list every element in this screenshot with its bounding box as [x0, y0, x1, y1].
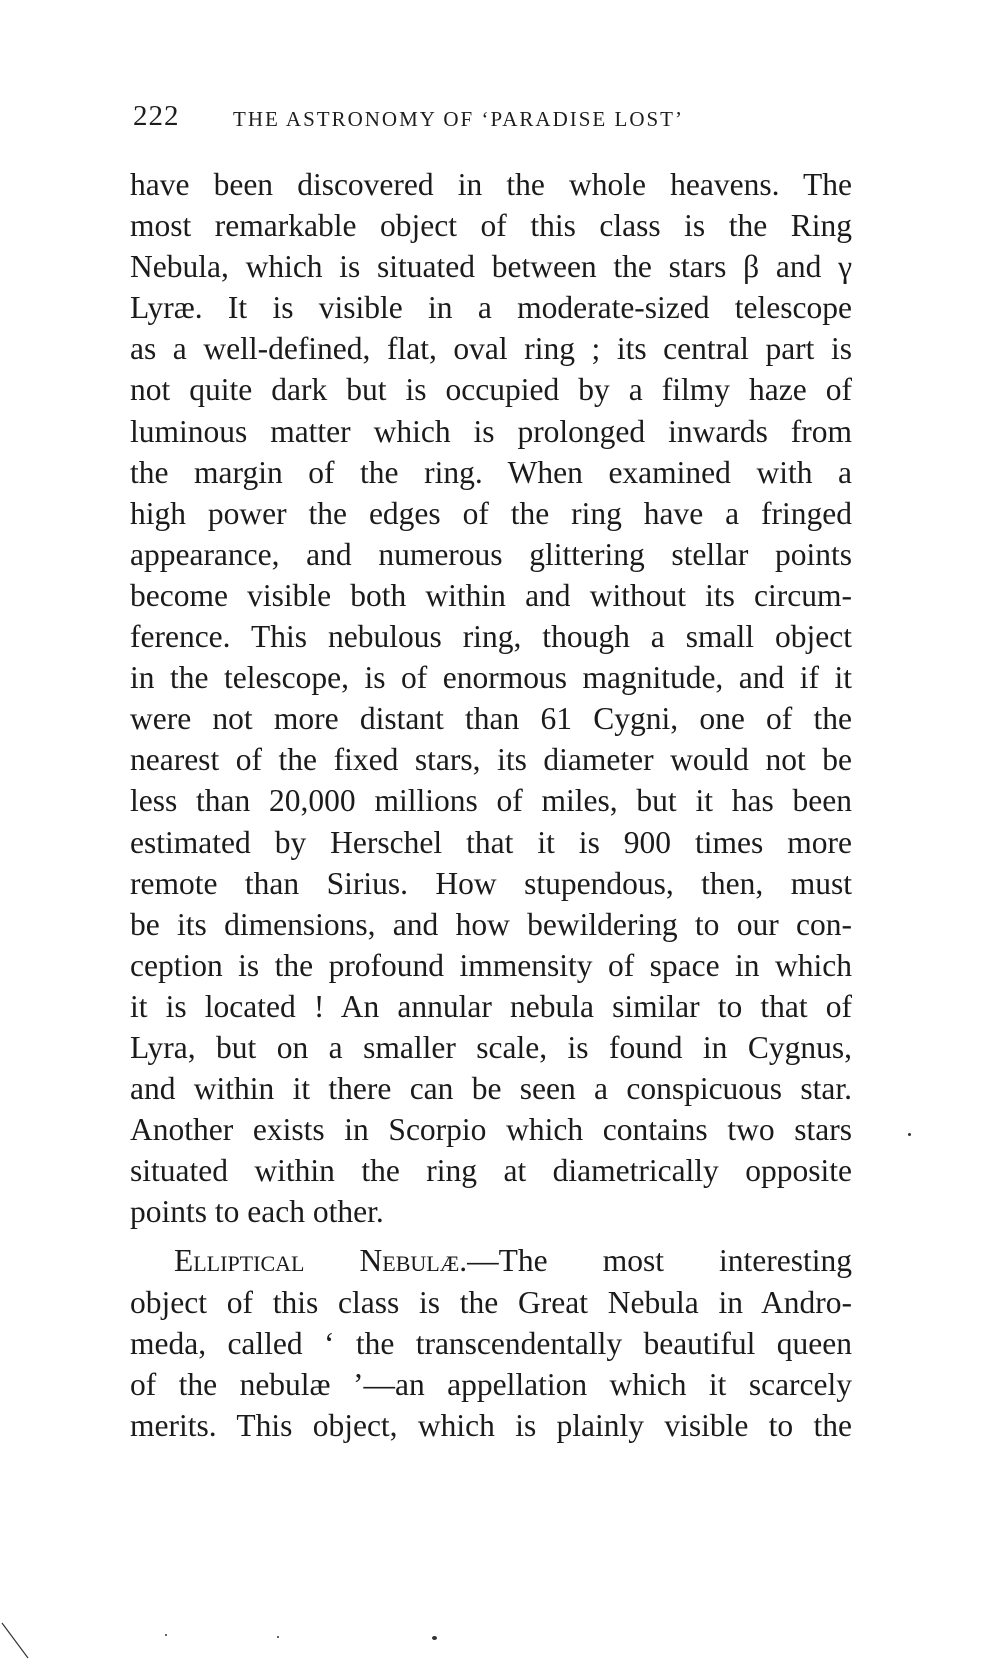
- text-line: Lyra, but on a smaller scale, is found in Cygnus,: [130, 1029, 852, 1065]
- running-head: [133, 100, 853, 140]
- text-line: points to each other.: [130, 1194, 384, 1230]
- body-text: [130, 164, 852, 1446]
- text-line: not quite dark but is occupied by a filmy haze of: [130, 372, 852, 408]
- text-line: be its dimensions, and how bewildering to our con-: [130, 906, 852, 942]
- text-line: the margin of the ring. When examined with a: [130, 454, 852, 490]
- text-line: of the nebulæ ’—an appellation which it scarcely: [130, 1366, 852, 1402]
- page-number: 222: [133, 100, 180, 132]
- text-line: remote than Sirius. How stupendous, then, must: [130, 865, 852, 901]
- text-line: become visible both within and without its circum-: [130, 577, 852, 613]
- text-line: estimated by Herschel that it is 900 times more: [130, 824, 852, 860]
- text-line: high power the edges of the ring have a fringed: [130, 495, 852, 531]
- text-line: less than 20,000 millions of miles, but it has been: [130, 783, 852, 819]
- text-line: in the telescope, is of enormous magnitude, and if it: [130, 660, 852, 696]
- text-line: were not more distant than 61 Cygni, one of the: [130, 701, 852, 737]
- text-line: have been discovered in the whole heavens. The: [130, 167, 852, 202]
- text-line: ception is the profound immensity of space in which: [130, 947, 852, 983]
- text-line: Lyræ. It is visible in a moderate-sized telescope: [130, 290, 852, 326]
- running-title: THE ASTRONOMY OF ‘PARADISE LOST’: [233, 107, 684, 131]
- paragraph-ring-nebula: [130, 164, 852, 1232]
- text-line: object of this class is the Great Nebula in Andro-: [130, 1284, 852, 1320]
- heading-line-rest: —The most interesting: [467, 1243, 853, 1279]
- text-line: Nebula, which is situated between the stars β and γ: [130, 249, 852, 285]
- text-line: meda, called ‘ the transcendentally beautiful queen: [130, 1325, 852, 1361]
- text-line: and within it there can be seen a conspicuous star.: [130, 1071, 852, 1107]
- text-line: it is located ! An annular nebula similar to that of: [130, 988, 852, 1024]
- text-line: as a well-defined, flat, oval ring ; its central part is: [130, 331, 852, 367]
- text-line: ference. This nebulous ring, though a small object: [130, 619, 852, 655]
- paragraph-elliptical-nebulae: [130, 1240, 852, 1445]
- text-line: most remarkable object of this class is the Ring: [130, 208, 852, 244]
- text-line: Another exists in Scorpio which contains two stars: [130, 1112, 852, 1148]
- text-line: luminous matter which is prolonged inwards from: [130, 413, 852, 449]
- text-line: appearance, and numerous glittering stellar points: [130, 536, 852, 572]
- section-heading: Elliptical Nebulæ.: [174, 1243, 468, 1279]
- text-line: [130, 1240, 852, 1281]
- text-line: nearest of the fixed stars, its diameter would not be: [130, 742, 852, 778]
- corner-scratch: [0, 1620, 40, 1661]
- text-line: merits. This object, which is plainly visible to the: [130, 1407, 852, 1443]
- text-line: situated within the ring at diametrically opposite: [130, 1153, 852, 1189]
